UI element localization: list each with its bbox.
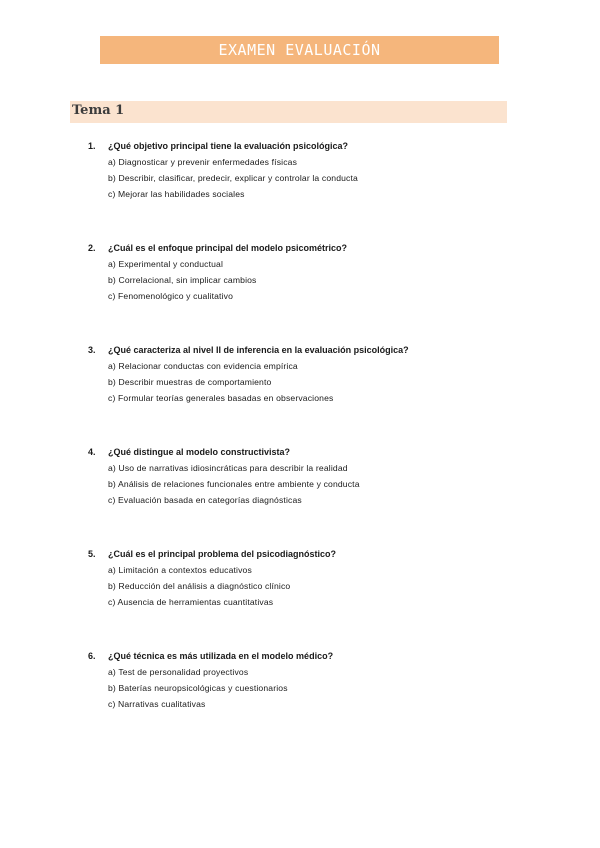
exam-title: EXAMEN EVALUACIÓN xyxy=(100,36,499,64)
option-c: c) Narrativas cualitativas xyxy=(108,699,206,709)
question-text: ¿Qué técnica es más utilizada en el modelo médico? xyxy=(108,651,334,661)
question-number: 3. xyxy=(88,345,96,355)
option-a: a) Experimental y conductual xyxy=(108,259,224,269)
question-text: ¿Cuál es el principal problema del psicodiagnóstico? xyxy=(108,549,337,559)
section-label: Tema 1 xyxy=(72,103,125,118)
question-text: ¿Qué objetivo principal tiene la evaluación psicológica? xyxy=(108,141,349,151)
question-number: 6. xyxy=(88,651,96,661)
question-number: 4. xyxy=(88,447,96,457)
option-a: a) Diagnosticar y prevenir enfermedades físicas xyxy=(108,157,298,167)
option-a: a) Relacionar conductas con evidencia empírica xyxy=(108,361,298,371)
question-number: 5. xyxy=(88,549,96,559)
option-a: a) Uso de narrativas idiosincráticas para describir la realidad xyxy=(108,463,348,473)
question-text: ¿Qué caracteriza al nivel II de inferencia en la evaluación psicológica? xyxy=(108,345,409,355)
option-a: a) Limitación a contextos educativos xyxy=(108,565,252,575)
option-c: c) Ausencia de herramientas cuantitativas xyxy=(108,597,274,607)
option-c: c) Fenomenológico y cualitativo xyxy=(108,291,234,301)
section-header xyxy=(70,101,507,123)
option-c: c) Evaluación basada en categorías diagnósticas xyxy=(108,495,302,505)
option-c: c) Mejorar las habilidades sociales xyxy=(108,189,245,199)
option-a: a) Test de personalidad proyectivos xyxy=(108,667,249,677)
option-b: b) Reducción del análisis a diagnóstico clínico xyxy=(108,581,291,591)
question-number: 1. xyxy=(88,141,96,151)
option-c: c) Formular teorías generales basadas en observaciones xyxy=(108,393,334,403)
option-b: b) Correlacional, sin implicar cambios xyxy=(108,275,257,285)
question-number: 2. xyxy=(88,243,96,253)
option-b: b) Describir, clasificar, predecir, explicar y controlar la conducta xyxy=(108,173,358,183)
question-text: ¿Cuál es el enfoque principal del modelo psicométrico? xyxy=(108,243,348,253)
option-b: b) Describir muestras de comportamiento xyxy=(108,377,272,387)
option-b: b) Baterías neuropsicológicas y cuestionarios xyxy=(108,683,288,693)
question-text: ¿Qué distingue al modelo constructivista? xyxy=(108,447,291,457)
option-b: b) Análisis de relaciones funcionales entre ambiente y conducta xyxy=(108,479,360,489)
